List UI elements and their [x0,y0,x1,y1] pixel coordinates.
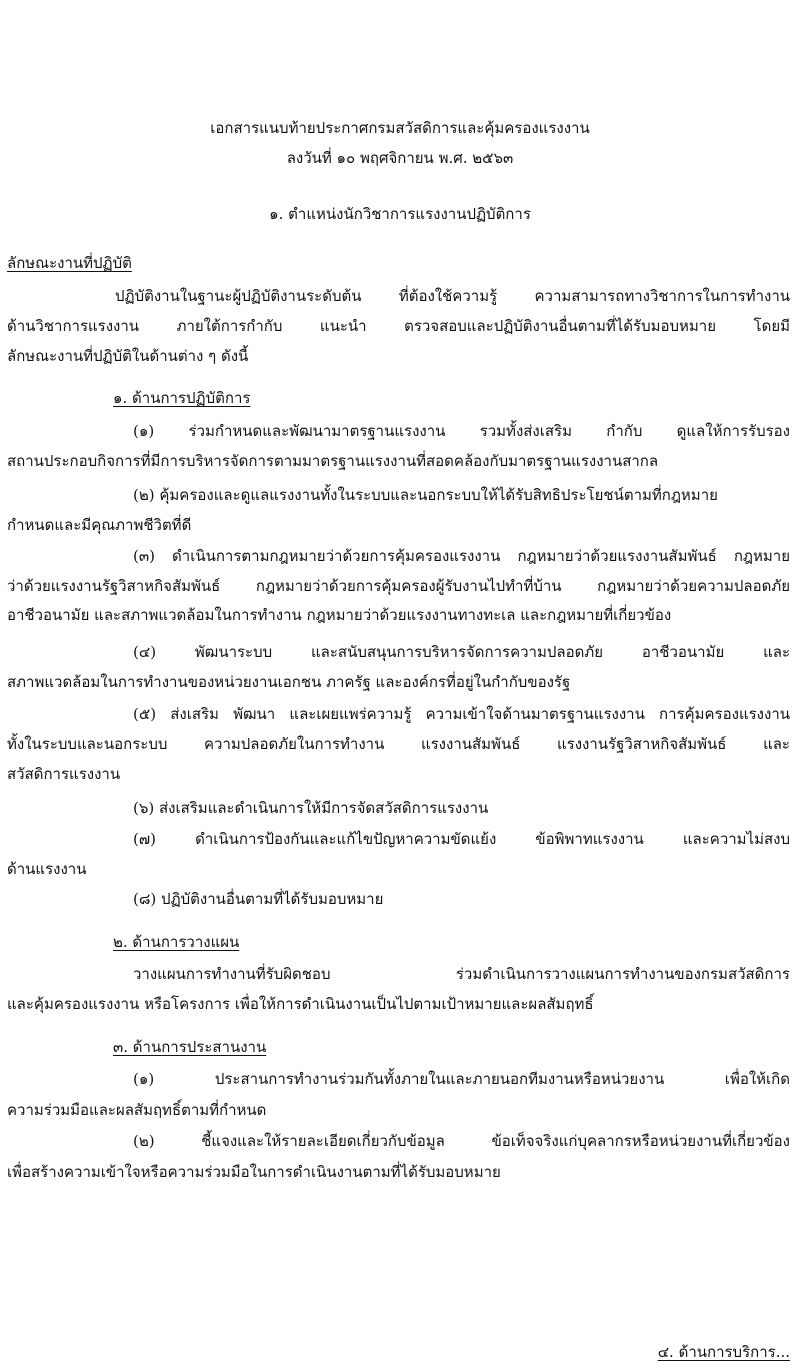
section1-item-3-cont: ว่าด้วยแรงงานรัฐวิสาหกิจสัมพันธ์ กฎหมายว่าด้วยการคุ้มครองผู้รับงานไปทำที่บ้าน กฎหมายว่าด้วยความปลอดภัย [7,577,790,595]
section1-item-5: (๕) ส่งเสริม พัฒนา และเผยแพร่ความรู้ ความเข้าใจด้านมาตรฐานแรงงาน การคุ้มครองแรงงาน [133,705,790,723]
continuation-marker: ๔. ด้านการบริการ... [657,1343,790,1361]
section1-heading: ๑. ด้านการปฏิบัติการ [113,389,251,407]
section1-item-6: (๖) ส่งเสริมและดำเนินการให้มีการจัดสวัสดิการแรงงาน [133,799,489,817]
duties-heading: ลักษณะงานที่ปฏิบัติ [7,254,132,272]
section1-item-8: (๘) ปฏิบัติงานอื่นตามที่ได้รับมอบหมาย [133,890,384,908]
section1-item-5-cont: สวัสดิการแรงงาน [7,765,121,783]
position-title: ๑. ตำแหน่งนักวิชาการแรงงานปฏิบัติการ [269,205,531,223]
intro-line: ลักษณะงานที่ปฏิบัติในด้านต่าง ๆ ดังนี้ [7,347,249,365]
section1-item-2: (๒) คุ้มครองและดูแลแรงงานทั้งในระบบและนอกระบบให้ได้รับสิทธิประโยชน์ตามที่กฎหมาย [133,486,718,504]
section3-item-2: (๒) ชี้แจงและให้รายละเอียดเกี่ยวกับข้อมูล ข้อเท็จจริงแก่บุคลากรหรือหน่วยงานที่เกี่ยวข้อง [133,1132,790,1150]
header-line-1: เอกสารแนบท้ายประกาศกรมสวัสดิการและคุ้มครองแรงงาน [210,119,590,137]
section1-item-1-cont: สถานประกอบกิจการที่มีการบริหารจัดการตามมาตรฐานแรงงานที่สอดคล้องกับมาตรฐานแรงงานสากล [7,452,659,470]
section1-item-2-cont: กำหนดและมีคุณภาพชีวิตที่ดี [7,516,192,534]
section1-item-7: (๗) ดำเนินการป้องกันและแก้ไขปัญหาความขัดแย้ง ข้อพิพาทแรงงาน และความไม่สงบ [133,830,790,848]
section2-heading: ๒. ด้านการวางแผน [113,933,240,951]
section2-line: วางแผนการทำงานที่รับผิดชอบ ร่วมดำเนินการวางแผนการทำงานของกรมสวัสดิการ [133,965,790,983]
section3-heading: ๓. ด้านการประสานงาน [113,1038,267,1056]
section2-line: และคุ้มครองแรงงาน หรือโครงการ เพื่อให้การดำเนินงานเป็นไปตามเป้าหมายและผลสัมฤทธิ์ [7,995,594,1013]
section3-item-1: (๑) ประสานการทำงานร่วมกันทั้งภายในและภายนอกทีมงานหรือหน่วยงาน เพื่อให้เกิด [133,1070,790,1088]
section1-item-5-cont: ทั้งในระบบและนอกระบบ ความปลอดภัยในการทำงาน แรงงานสัมพันธ์ แรงงานรัฐวิสาหกิจสัมพันธ์ และ [7,735,790,753]
section1-item-7-cont: ด้านแรงงาน [7,860,87,878]
section1-item-3-cont: อาชีวอนามัย และสภาพแวดล้อมในการทำงาน กฎหมายว่าด้วยแรงงานทางทะเล และกฎหมายที่เกี่ยวข้อง [7,606,672,624]
section1-item-1: (๑) ร่วมกำหนดและพัฒนามาตรฐานแรงงาน รวมทั้งส่งเสริม กำกับ ดูแลให้การรับรอง [133,422,790,440]
section1-item-4-cont: สภาพแวดล้อมในการทำงานของหน่วยงานเอกชน ภาครัฐ และองค์กรที่อยู่ในกำกับของรัฐ [7,673,571,691]
section1-item-4: (๔) พัฒนาระบบ และสนับสนุนการบริหารจัดการความปลอดภัย อาชีวอนามัย และ [133,643,790,661]
section1-item-3: (๓) ดำเนินการตามกฎหมายว่าด้วยการคุ้มครองแรงงาน กฎหมายว่าด้วยแรงงานสัมพันธ์ กฎหมาย [133,547,790,565]
intro-line: ด้านวิชาการแรงงาน ภายใต้การกำกับ แนะนำ ตรวจสอบและปฏิบัติงานอื่นตามที่ได้รับมอบหมาย โดยมี [7,317,790,335]
intro-line: ปฏิบัติงานในฐานะผู้ปฏิบัติงานระดับต้น ที่ต้องใช้ความรู้ ความสามารถทางวิชาการในการทำงาน [115,287,790,305]
header-date: ลงวันที่ ๑๐ พฤศจิกายน พ.ศ. ๒๕๖๓ [286,149,514,167]
section3-item-1-cont: ความร่วมมือและผลสัมฤทธิ์ตามที่กำหนด [7,1101,267,1119]
section3-item-2-cont: เพื่อสร้างความเข้าใจหรือความร่วมมือในการดำเนินงานตามที่ได้รับมอบหมาย [7,1163,501,1181]
